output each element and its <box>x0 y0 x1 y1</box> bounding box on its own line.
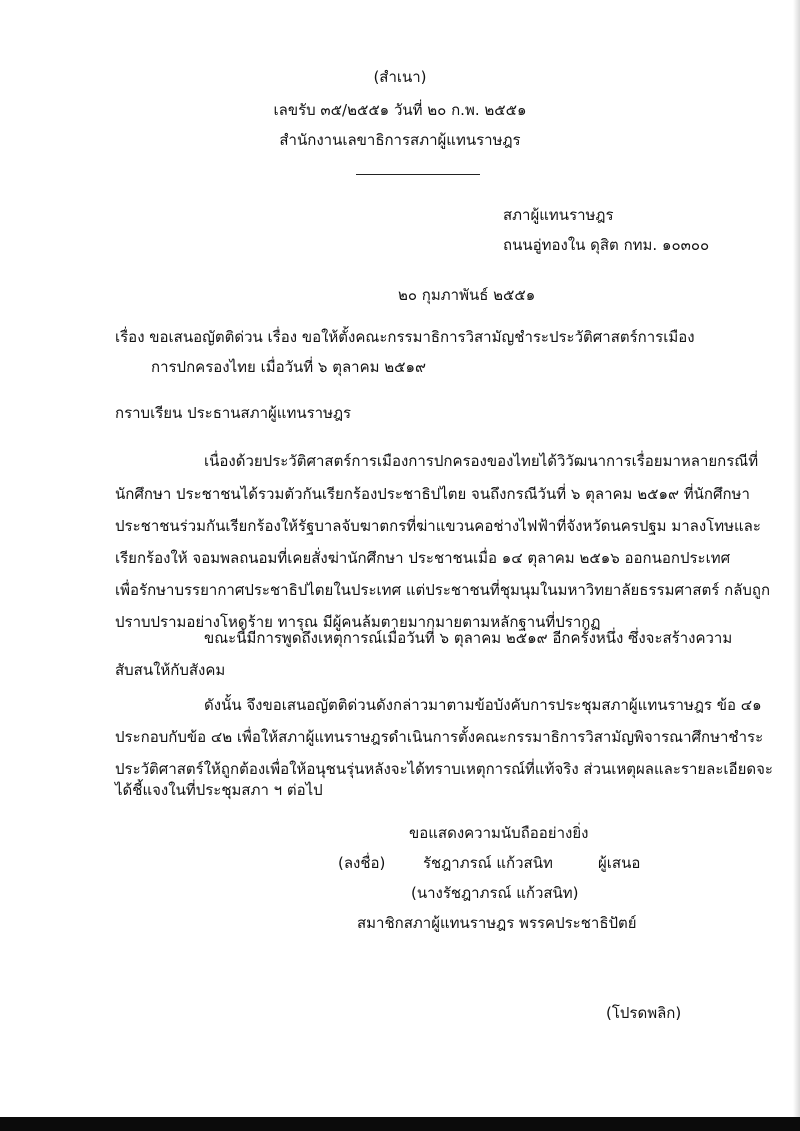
copy-label: (สำเนา) <box>373 68 427 86</box>
body-p1-line-2: นักศึกษา ประชาชนได้รวมตัวกันเรียกร้องประชาธิปไตย จนถึงกรณีวันที่ ๖ ตุลาคม ๒๕๑๙ ที่นักศึกษา <box>115 485 750 503</box>
sign-label: (ลงชื่อ) <box>338 854 386 872</box>
body-p3-line-4: ได้ชี้แจงในที่ประชุมสภา ฯ ต่อไป <box>115 781 323 799</box>
letter-date: ๒๐ กุมภาพันธ์ ๒๕๕๑ <box>398 286 536 304</box>
signer-position: สมาชิกสภาผู้แทนราษฎร พรรคประชาธิปัตย์ <box>357 914 637 932</box>
body-p1-line-6: ปราบปรามอย่างโหดร้าย ทารุณ มีผู้คนล้มตายมากมายตามหลักฐานที่ปรากฏ <box>115 613 601 631</box>
subject-line-1: เรื่อง ขอเสนอญัตติด่วน เรื่อง ขอให้ตั้งคณะกรรมาธิการวิสามัญชำระประวัติศาสตร์การเมือง <box>115 328 695 346</box>
printed-name: (นางรัชฎาภรณ์ แก้วสนิท) <box>411 884 579 902</box>
receipt-line: เลขรับ ๓๕/๒๕๕๑ วันที่ ๒๐ ก.พ. ๒๕๕๑ <box>273 101 527 119</box>
body-p1-line-1: เนื่องด้วยประวัติศาสตร์การเมืองการปกครองของไทยได้วิวัฒนาการเรื่อยมาหลายกรณีที่ <box>204 452 759 470</box>
body-p2-line-1: ขณะนี้มีการพูดถึงเหตุการณ์เมื่อวันที่ ๖ ตุลาคม ๒๕๑๙ อีกครั้งหนึ่ง ซึ่งจะสร้างความ <box>204 629 733 647</box>
closing-regards: ขอแสดงความนับถืออย่างยิ่ง <box>409 824 589 842</box>
address-line-1: สภาผู้แทนราษฎร <box>503 206 614 224</box>
signer-name: รัชฎาภรณ์ แก้วสนิท <box>423 854 553 872</box>
office-name: สำนักงานเลขาธิการสภาผู้แทนราษฎร <box>279 131 521 149</box>
salutation: กราบเรียน ประธานสภาผู้แทนราษฎร <box>115 404 352 422</box>
proposer-label: ผู้เสนอ <box>598 854 641 872</box>
header-divider <box>356 174 480 175</box>
turn-over-note: (โปรดพลิก) <box>606 1004 682 1022</box>
address-line-2: ถนนอู่ทองใน ดุสิต กทม. ๑๐๓๐๐ <box>503 236 710 254</box>
scan-right-edge <box>793 0 800 1131</box>
body-p1-line-3: ประชาชนร่วมกันเรียกร้องให้รัฐบาลจับฆาตกรที่ฆ่าแขวนคอช่างไฟฟ้าที่จังหวัดนครปฐม มาลงโทษและ <box>115 517 761 535</box>
body-p1-line-5: เพื่อรักษาบรรยากาศประชาธิปไตยในประเทศ แต่ประชาชนที่ชุมนุมในมหาวิทยาลัยธรรมศาสตร์ กลับถูก <box>115 581 771 599</box>
subject-line-2: การปกครองไทย เมื่อวันที่ ๖ ตุลาคม ๒๕๑๙ <box>151 358 427 376</box>
body-p3-line-1: ดังนั้น จึงขอเสนอญัตติด่วนดังกล่าวมาตามข้อบังคับการประชุมสภาผู้แทนราษฎร ข้อ ๔๑ <box>204 696 762 714</box>
body-p3-line-3: ประวัติศาสตร์ให้ถูกต้องเพื่อให้อนุชนรุ่นหลังจะได้ทราบเหตุการณ์ที่แท้จริง ส่วนเหตุผลและรายละเอียดจะ <box>115 760 773 778</box>
body-p3-line-2: ประกอบกับข้อ ๔๒ เพื่อให้สภาผู้แทนราษฎรดำเนินการตั้งคณะกรรมาธิการวิสามัญพิจารณาศึกษาชำระ <box>115 728 764 746</box>
scan-bottom-edge <box>0 1117 800 1131</box>
body-p1-line-4: เรียกร้องให้ จอมพลถนอมที่เคยสั่งฆ่านักศึกษา ประชาชนเมื่อ ๑๔ ตุลาคม ๒๕๑๖ ออกนอกประเทศ <box>115 549 731 567</box>
body-p2-line-2: สับสนให้กับสังคม <box>115 661 226 679</box>
